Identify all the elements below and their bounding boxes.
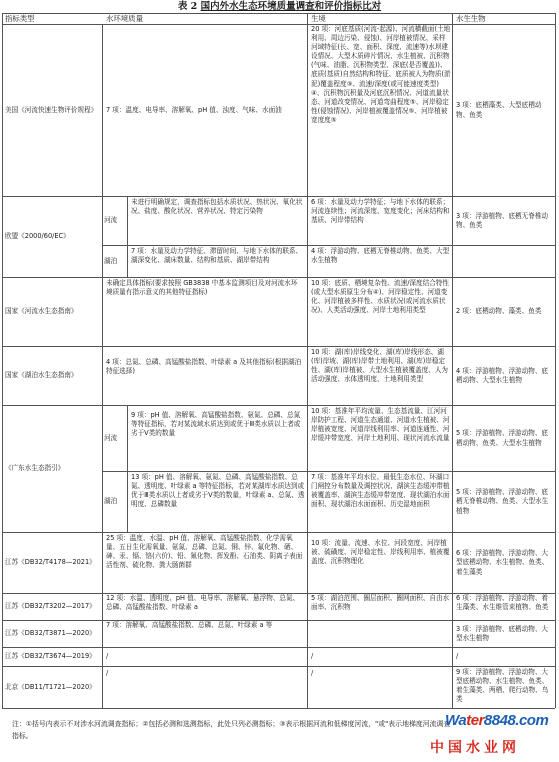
row-js1-water: 25 项：温度、水温、pH 值、溶解氧、高锰酸盐指数、化学需氧量、五日生化需氧量、氨氮、总磷、总氮、铜、锌、氟化物、硒、砷、汞、镉、铬(六价)、铅、氰化物、挥发酚、石油类、阴离子表面活性剂、硫化物、粪大肠菌群: [106, 534, 303, 570]
row-gd-river-water: 9 项：pH 值、溶解氧、高锰酸盐指数、氨氮、总磷、总氮等特征指标，若对某流域水质达到或优于Ⅲ类水质以上者或劣于Ⅴ类的数量: [131, 411, 301, 438]
row-bj-habitat: /: [311, 669, 314, 677]
row-eu-lake-bio: [456, 247, 554, 277]
row-gd-river-habitat: 10 项：基准年平均流量、生态基流量、江河河岸防护工程、河道生态通道、河道水生植被、河岸植被宽度、河道岸线利用率、河道连通性、河岸缓冲带宽度、河岸土地利用、现状河流水流量: [311, 407, 450, 443]
row-gd-sub-river: 河流: [104, 433, 118, 442]
row-eu-lake-water: 7 项：水量及动力学特征、滞留时间、与地下水体的联系、湖深变化、湖床数量、结构和基质、湖岸带结构: [131, 247, 303, 265]
row-js3-type: 江苏《DB32/T3871—2020》: [5, 629, 96, 638]
row-us-habitat: 20 项：河底基质(河流-起源)、河流横截面(土地利用、周边污染、侵蚀)、河岸植被情况、采样河域特征(长、宽、面积、深度、流速等)水坝建设情况、大型木质碎片情况、水生植被、沉积物(气味、油脂、沉积物类型、深底(是否覆盖))、底质(基质)自然结构和特征、底质被人为物质(淤泥)覆盖程度③、流速/深度(或可能速度类型)④、沉积物沉积量及河底沉积情况、河道流量状态、河道改变情况、河道弯曲程度⑤、河岸稳定性(侵蚀情况)、河岸植被覆盖情况⑤、河岸植被宽度度⑤: [311, 25, 451, 124]
row-gd-lake-bio: 5 项：浮游植物、浮游动物、底栖无脊椎动物、鱼类、大型水生植物: [456, 488, 549, 515]
row-eu-river-habitat: 6 项：水量及动力学特征；与地下水体的联系；河流连续性；河流深度、宽度变化；河床结构和基质、河岸带结构: [311, 198, 450, 225]
row-js1-habitat: 10 项：流量、流速、水位、河段宽度、河岸植被、硫磺度、河岸稳定性、岸线利用率、植被覆盖度、沉积物理化: [311, 539, 450, 566]
header-habitat: 生境: [311, 14, 326, 23]
row-cn-lake-habitat: 10 项：湖(库)岸线变化、湖(库)岸线形态、湖(库)岸坡、湖(库)岸带土地利用、湖(库)岸稳定性、湖(库)岸植被、大型水生植被覆盖度、人为活动强度、水体透明度、土地利用类型: [311, 348, 449, 384]
row-js4-water: /: [106, 652, 109, 661]
row-bj-type: 北京《DB11/T1721—2020》: [5, 682, 96, 691]
row-js2-habitat: 5 项：湖泊范围、圈层面积、圈网面积、自由水面率、沉积物: [311, 594, 450, 612]
row-eu-sub-lake: 湖泊: [104, 256, 118, 265]
header-water-quality: 水环境质量: [106, 14, 143, 23]
row-gd-lake-water: 13 项：pH 值、溶解氧、氨氮、总磷、高锰酸盐指数、总氮、透明度、叶绿素 a 等特征指标，若对某湖库水质达到或优于Ⅲ类水质以上者或劣于Ⅴ类的数量，叶绿素 a、总氮、透明度、总磷数量: [131, 473, 305, 509]
watermark-text: 中国水业网: [430, 740, 520, 756]
row-eu-lake-habitat: 4 项：浮游动物、底栖无脊椎动物、鱼类、大型水生植物: [311, 247, 450, 265]
row-eu-type: 欧盟《2000/60/EC》: [5, 232, 70, 241]
row-eu-river-water: 未进行明确规定，调查指标包括水质状况、热状况、氧化状况、盐度、酸化状况、营养状况、特定污染物: [131, 198, 303, 216]
watermark-logo: Water8848.com: [445, 712, 549, 729]
row-bj-bio: 9 项：浮游植物、浮游动物、大型底栖动物、水生植物、鱼类、着生藻类、两栖、爬行动物、鸟类: [456, 668, 549, 704]
row-gd-lake-habitat: 7 项：基准年平均水位、最低生态水位、环湖口门闸控分布数量及调控状况、湖滨生态缓冲带植被覆盖率、湖滨生态缓冲带宽度、现状湖泊水面面积、现状湖泊水面面积、历史湿地面积: [311, 473, 450, 509]
row-js3-bio: 3 项：浮游植物、底栖动物、大型水生植物: [456, 624, 549, 642]
row-gd-type: 《广东水生态指引》: [5, 464, 65, 473]
row-gd-sub-lake: 湖泊: [104, 497, 118, 506]
header-aquatic-biota: 水生生物: [456, 14, 486, 23]
row-js2-water: 12 项：水温、透明度、pH 值、电导率、溶解氧、悬浮物、总氮、总磷、高锰酸盐指数、叶绿素 a: [106, 594, 300, 612]
row-js4-habitat: /: [311, 652, 314, 661]
row-js1-type: 江苏《DB32/T4178—2021》: [5, 558, 96, 567]
row-cn-river-habitat: 10 项：底质、栖境复杂性、流速/深度结合特性(或大型水质原生分布④)、河岸稳定性、河道变化、河岸植被多样性、水质状况(或河流水质状况)、人类活动强度、河岸土地利用类型: [311, 279, 449, 315]
row-us-water: 7 项：温度、电导率、溶解氧、pH 值、浊度、气味、水面油: [106, 105, 282, 114]
row-js4-bio: /: [456, 652, 459, 661]
row-cn-lake-bio: 4 项：浮游植物、浮游动物、底栖动物、大型水生植物: [456, 366, 549, 384]
row-eu-sub-river: 河流: [104, 216, 118, 225]
row-js3-habitat: [311, 621, 451, 647]
row-js4-type: 江苏《DB32/T3674—2019》: [5, 652, 96, 661]
row-us-type: 美国《河流快速生物评价规程》: [5, 105, 98, 114]
row-js1-bio: 6 项：浮游植物、浮游动物、大型底栖动物、水生植物、鱼类、着生藻类: [456, 549, 549, 576]
table-note: 注：①括号内表示不对涉水河流调查指标；②包括必测和选测指标，此处只列必测指标；③表示根据河流和低梯度河流，"或"表示地梯度河流调查指标。: [12, 720, 451, 740]
row-cn-lake-type: 国家《湖泊水生态指南》: [5, 371, 78, 380]
row-js2-type: 江苏《DB32/T3202—2017》: [5, 602, 96, 611]
row-bj-water: /: [106, 669, 109, 677]
row-cn-river-bio: 2 项：底栖动物、藻类、鱼类: [456, 307, 542, 316]
table-title: 表 2 国内外水生态环境质量调查和评价指标比对: [177, 1, 382, 12]
row-cn-lake-water: 4 项：总氮、总磷、高锰酸盐指数、叶绿素 a 及其他指标(根据湖泊特征选择): [106, 358, 302, 376]
row-cn-river-water: 未确定具体指标(要求按照 GB3838 中基本监测项目及对河流水环境质量有指示意义的其他特征指标): [106, 279, 298, 297]
row-cn-river-type: 国家《河流水生态指南》: [5, 307, 78, 316]
row-us-bio: 3 项：底栖藻类、大型底栖动物、鱼类: [456, 101, 542, 119]
comparison-table: [2, 13, 555, 708]
row-eu-river-bio: 3 项：浮游植物、底栖无脊椎动物、鱼类: [456, 211, 549, 229]
row-js2-bio: 6 项：浮游植物、浮游动物、着生藻类、水生维管束植物、鱼类: [456, 594, 549, 612]
row-js3-water: 7 项：溶解氧、高锰酸盐指数、总磷、总氮、叶绿素 a 等: [106, 621, 273, 629]
header-indicator-type: 指标类型: [5, 14, 35, 23]
row-gd-river-bio: 5 项：浮游植物、浮游动物、底栖动物、鱼类、大型水生植物: [456, 429, 549, 447]
